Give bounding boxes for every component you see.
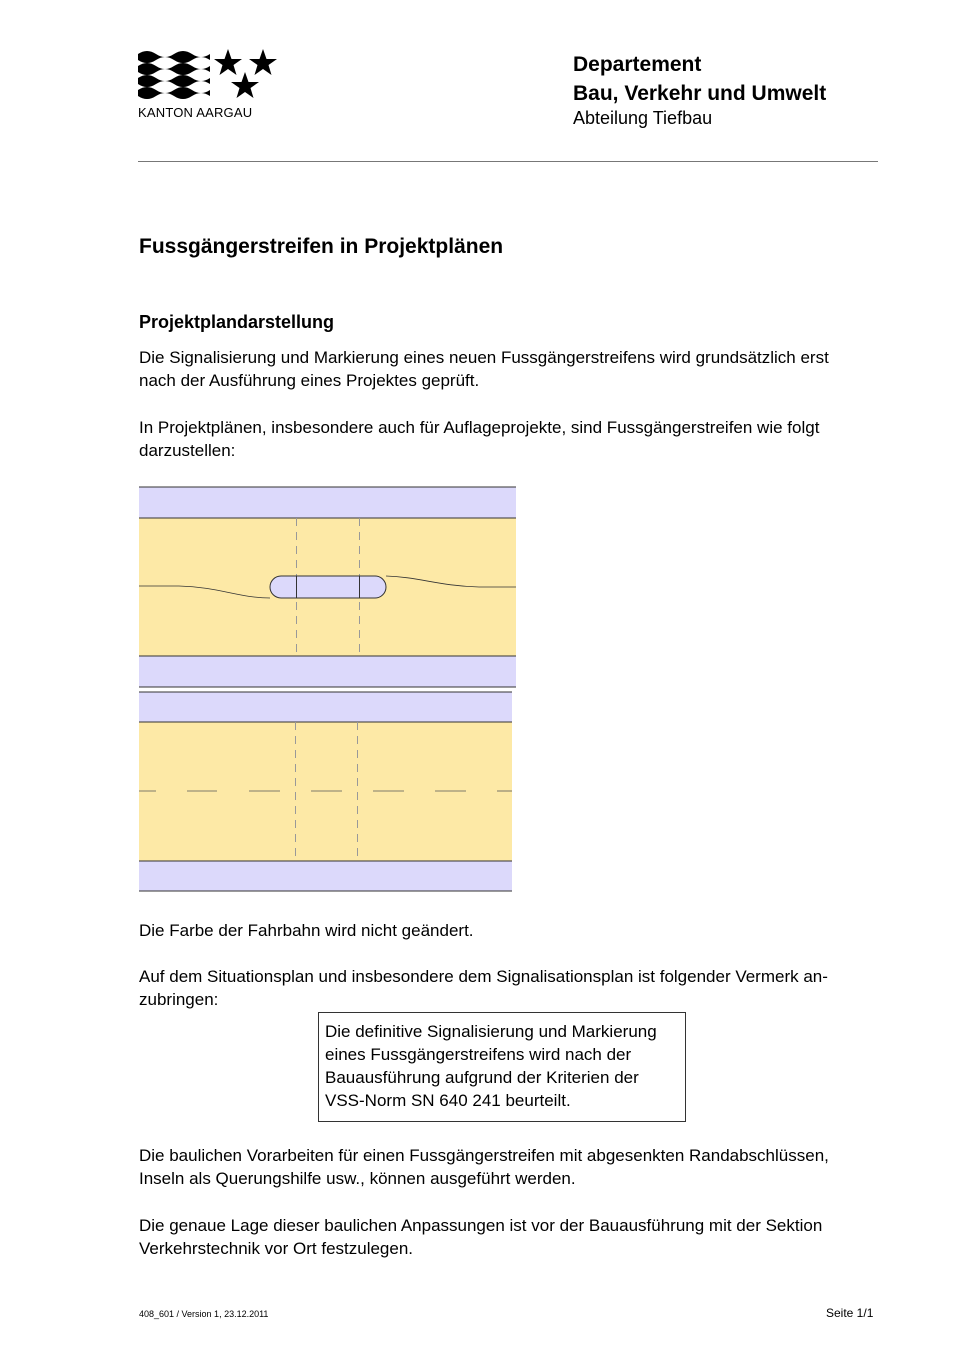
paragraph-2-line-2: darzustellen: [139, 441, 236, 460]
paragraph-4 [139, 965, 879, 1011]
paragraph-1-line-2: nach der Ausführung eines Projektes geprüft. [139, 371, 480, 390]
roadway [139, 722, 512, 861]
sidewalk-top [139, 487, 516, 518]
paragraph-5 [139, 1144, 879, 1190]
footer-page-number: Seite 1/1 [826, 1306, 874, 1320]
department-line-2: Bau, Verkehr und Umwelt [573, 82, 827, 105]
paragraph-4-line-2: zubringen: [139, 990, 219, 1009]
note-box [318, 1012, 686, 1122]
footer-version: 408_601 / Version 1, 23.12.2011 [139, 1309, 269, 1319]
section-heading: Projektplandarstellung [139, 312, 335, 332]
paragraph-3: Die Farbe der Fahrbahn wird nicht geändert. [139, 921, 474, 940]
paragraph-6 [139, 1214, 879, 1260]
paragraph-1-line-1: Die Signalisierung und Markierung eines neuen Fussgängerstreifens wird grundsätzlich erst [139, 348, 829, 367]
traffic-island [270, 576, 386, 598]
paragraph-5-line-1: Die baulichen Vorarbeiten für einen Fussgängerstreifen mit abgesenkten Randabschlüssen, [139, 1146, 829, 1165]
division-name: Abteilung Tiefbau [573, 108, 713, 128]
department-name [573, 50, 826, 108]
page-title: Fussgängerstreifen in Projektplänen [139, 235, 504, 258]
paragraph-4-line-1: Auf dem Situationsplan und insbesondere dem Signalisationsplan ist folgender Vermerk an- [139, 967, 828, 986]
logo-label: KANTON AARGAU [138, 105, 253, 120]
paragraph-2-line-1: In Projektplänen, insbesondere auch für Auflageprojekte, sind Fussgängerstreifen wie folgt [139, 418, 820, 437]
paragraph-6-line-2: Verkehrstechnik vor Ort festzulegen. [139, 1239, 414, 1258]
paragraph-6-line-1: Die genaue Lage dieser baulichen Anpassungen ist vor der Bauausführung mit der Sektion [139, 1216, 823, 1235]
header-divider [138, 161, 878, 162]
department-line-1: Departement [573, 53, 702, 76]
sidewalk-top [139, 692, 512, 722]
paragraph-5-line-2: Inseln als Querungshilfe usw., können ausgeführt werden. [139, 1169, 576, 1188]
note-line-1: Die definitive Signalisierung und Markierung [325, 1022, 657, 1041]
kanton-aargau-logo-icon [136, 46, 281, 102]
crosswalk-diagram-plain [139, 691, 514, 894]
sidewalk-bottom [139, 656, 516, 687]
note-line-4: VSS-Norm SN 640 241 beurteilt. [325, 1091, 571, 1110]
note-line-2: eines Fussgängerstreifens wird nach der [325, 1045, 632, 1064]
note-line-3: Bauausführung aufgrund der Kriterien der [325, 1068, 639, 1087]
paragraph-1 [139, 346, 879, 392]
sidewalk-bottom [139, 861, 512, 891]
paragraph-2 [139, 416, 879, 462]
crosswalk-diagram-island [139, 486, 517, 689]
